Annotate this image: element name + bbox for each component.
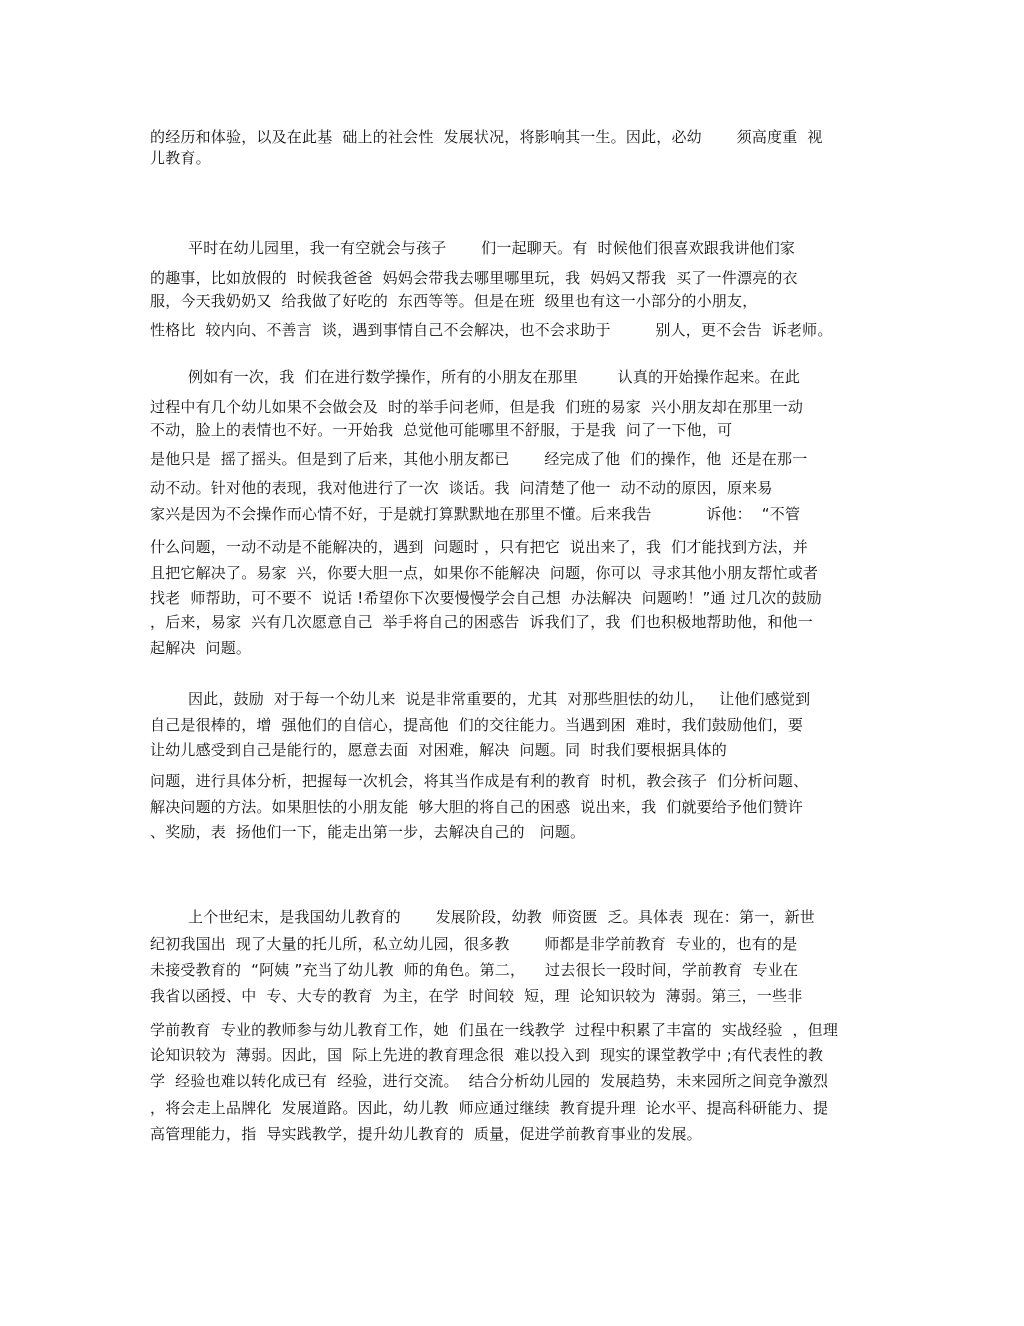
- paragraph-line: 纪初我国出 现了大量的托儿所，私立幼儿园，很多教 师都是非学前教育 专业的，也有的是: [150, 935, 798, 953]
- paragraph-line: 我省以函授、中 专、大专的教育 为主，在学 时间较 短，理 论知识较为 薄弱。第三，一些非: [150, 987, 803, 1005]
- paragraph-line: 起解决 问题。: [150, 639, 252, 657]
- paragraph-line: 什么问题，一动不动是不能解决的，遇到 问题时 ，只有把它 说出来了，我 们才能找到方法，并: [150, 538, 808, 556]
- paragraph-line: 、奖励，表 扬他们一下，能走出第一步，去解决自己的 问题。: [150, 823, 586, 841]
- paragraph-line: 且把它解决了。易家 兴，你要大胆一点，如果你不能解决 问题，你可以 寻求其他小朋友帮忙或者: [150, 564, 819, 582]
- paragraph-line: 服，今天我奶奶又 给我做了好吃的 东西等等。但是在班 级里也有这一小部分的小朋友，: [150, 292, 758, 310]
- paragraph-line: 是他只是 摇了摇头。但是到了后来，其他小朋友都已 经完成了他 们的操作，他 还是在那一: [150, 450, 808, 468]
- paragraph-line: 例如有一次，我 们在进行数学操作，所有的小朋友在那里 认真的开始操作起来。在此: [188, 368, 801, 386]
- paragraph-line: 自己是很棒的，增 强他们的自信心，提高他 们的交往能力。当遇到困 难时，我们鼓励他们，要: [150, 716, 804, 734]
- paragraph-line: ，将会走上品牌化 发展道路。因此，幼儿教 师应通过继续 教育提升理 论水平、提高科研能力、提: [150, 1099, 829, 1117]
- paragraph-line: 的趣事，比如放假的 时候我爸爸 妈妈会带我去哪里哪里玩，我 妈妈又帮我 买了一件漂亮的衣: [150, 269, 798, 287]
- paragraph-line: 过程中有几个幼儿如果不会做会及 时的举手问老师，但是我 们班的易家 兴小朋友却在那里一动: [150, 398, 804, 416]
- paragraph-line: 平时在幼儿园里，我一有空就会与孩子 们一起聊天。有 时候他们很喜欢跟我讲他们家: [188, 239, 796, 257]
- paragraph-line: 解决问题的方法。如果胆怯的小朋友能 够大胆的将自己的困惑 说出来，我 们就要给予他们赞许: [150, 798, 804, 816]
- paragraph-line: ，后来，易家 兴有几次愿意自己 举手将自己的困惑告 诉我们了，我 们也积极地帮助他，和他一: [150, 613, 813, 631]
- paragraph-line: 上个世纪末，是我国幼儿教育的 发展阶段，幼教 师资匮 乏。具体表 现在：第一，新世: [188, 908, 815, 926]
- paragraph-line: 学 经验也难以转化成已有 经验，进行交流。 结合分析幼儿园的 发展趋势，未来园所之间竞争激烈: [150, 1072, 829, 1090]
- paragraph-line: 问题，进行具体分析，把握每一次机会，将其当作成是有利的教育 时机，教会孩子 们分析问题、: [150, 772, 809, 790]
- paragraph-line: 不动，脸上的表情也不好。一开始我 总觉他可能哪里不舒服，于是我 问了一下他，可: [150, 421, 733, 439]
- paragraph-line: 学前教育 专业的教师参与幼儿教育工作，她 们虽在一线教学 过程中积累了丰富的 实战经验 ，但理: [150, 1021, 839, 1039]
- paragraph-line: 让幼儿感受到自己是能行的，愿意去面 对困难，解决 问题。同 时我们要根据具体的: [150, 741, 728, 759]
- paragraph-line: 找老 师帮助，可不要不 说话 !希望你下次要慢慢学会自己想 办法解决 问题哟！”通 过几次的鼓励: [150, 589, 822, 607]
- paragraph-line: 因此，鼓励 对于每一个幼儿来 说是非常重要的，尤其 对那些胆怯的幼儿， 让他们感觉到: [188, 690, 811, 708]
- paragraph-line: 未接受教育的 “阿姨 ”充当了幼儿教 师的角色。第二， 过去很长一段时间，学前教育 专业在: [150, 961, 799, 979]
- paragraph-line: 性格比 较内向、不善言 谈，遇到事情自己不会解决，也不会求助于 别人，更不会告 诉老师。: [150, 321, 833, 339]
- paragraph-line: 家兴是因为不会操作而心情不好，于是就打算默默地在那里不懂。后来我告 诉他： “不管: [150, 505, 801, 523]
- paragraph-line: 论知识较为 薄弱。因此，国 际上先进的教育理念很 难以投入到 现实的课堂教学中 ;有代表性的教: [150, 1046, 824, 1064]
- paragraph-line: 儿教育。: [150, 149, 211, 167]
- paragraph-line: 动不动。针对他的表现，我对他进行了一次 谈话。我 问清楚了他一 动不动的原因，原来易: [150, 479, 773, 497]
- paragraph-line: 的经历和体验，以及在此基 础上的社会性 发展状况，将影响其一生。因此，必幼 须高度重 视: [150, 128, 823, 146]
- paragraph-line: 高管理能力，指 导实践教学，提升幼儿教育的 质量，促进学前教育事业的发展。: [150, 1125, 702, 1143]
